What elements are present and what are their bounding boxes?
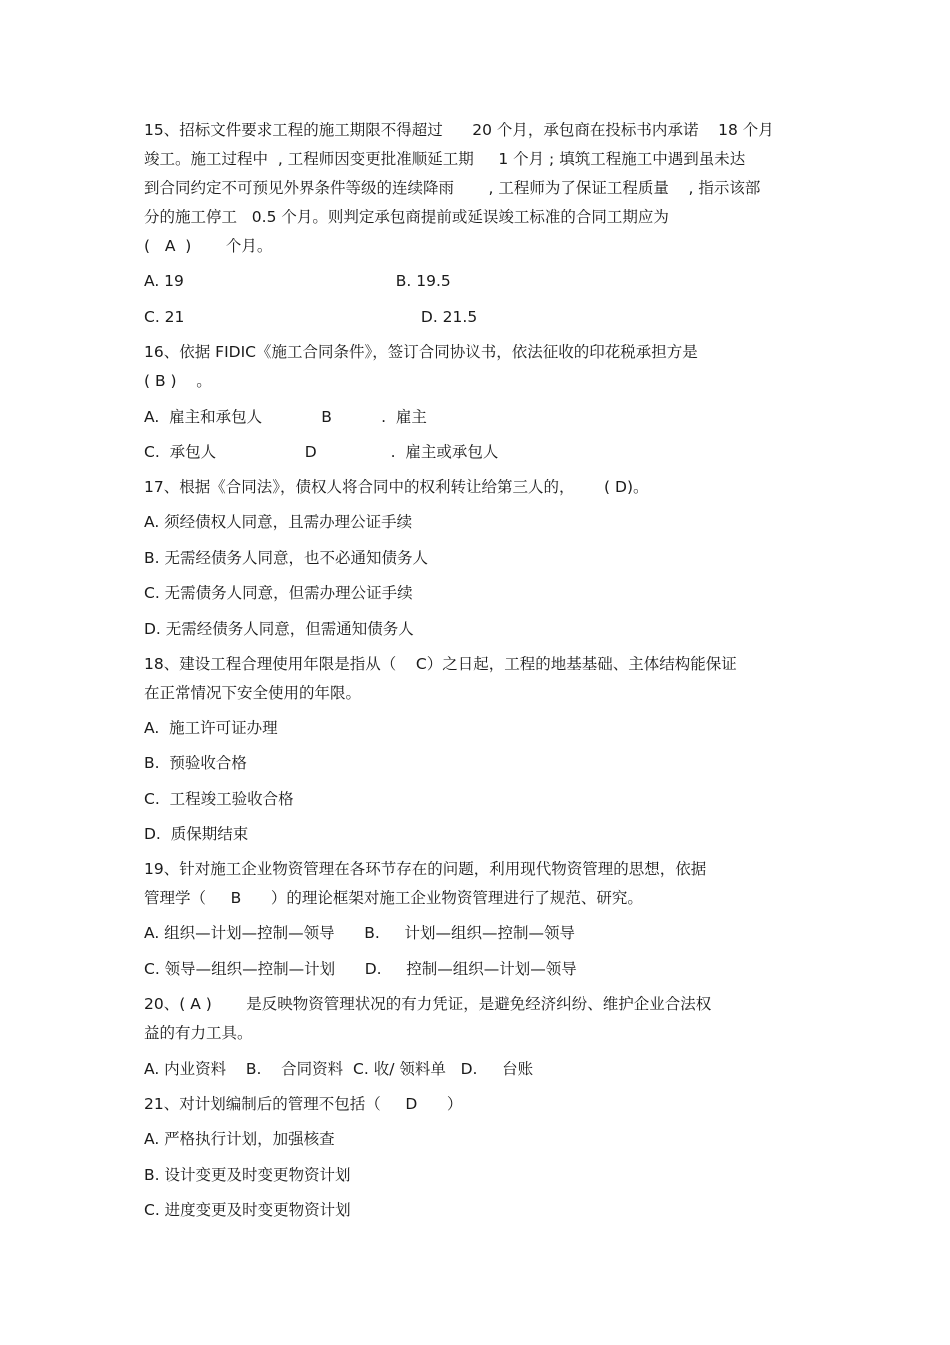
q20-line-1: 20、( A ) 是反映物资管理状况的有力凭证，是避免经济纠纷、维护企业合法权 bbox=[144, 995, 712, 1013]
q21-option-b: B. 设计变更及时变更物资计划 bbox=[144, 1166, 351, 1184]
q15-line-3: 到合同约定不可预见外界条件等级的连续降雨 , 工程师为了保证工程质量 , 指示该部 bbox=[144, 179, 761, 197]
q17-option-b: B. 无需经债务人同意，也不必通知债务人 bbox=[144, 549, 428, 567]
q15-line-2: 竣工。施工过程中 , 工程师因变更批准顺延工期 1 个月 ; 填筑工程施工中遇到虽未达 bbox=[144, 150, 746, 168]
q15-options-ab: A. 19 B. 19.5 bbox=[144, 272, 451, 290]
q19-line-1: 19、针对施工企业物资管理在各环节存在的问题，利用现代物资管理的思想，依据 bbox=[144, 860, 707, 878]
q15-line-4: 分的施工停工 0.5 个月。则判定承包商提前或延误竣工标准的合同工期应为 bbox=[144, 208, 669, 226]
q21-line-1: 21、对计划编制后的管理不包括（ D ） bbox=[144, 1095, 463, 1113]
q18-option-c: C. 工程竣工验收合格 bbox=[144, 790, 294, 808]
q20-options: A. 内业资料 B. 合同资料 C. 收/ 领料单 D. 台账 bbox=[144, 1060, 534, 1078]
q19-options-ab: A. 组织—计划—控制—领导 B. 计划—组织—控制—领导 bbox=[144, 924, 575, 942]
q18-line-2: 在正常情况下安全使用的年限。 bbox=[144, 684, 362, 702]
q16-line-2: ( B ) 。 bbox=[144, 372, 212, 390]
q21-option-a: A. 严格执行计划，加强核查 bbox=[144, 1130, 335, 1148]
q18-option-d: D. 质保期结束 bbox=[144, 825, 249, 843]
q19-line-2: 管理学（ B ）的理论框架对施工企业物资管理进行了规范、研究。 bbox=[144, 889, 643, 907]
q17-option-d: D. 无需经债务人同意，但需通知债务人 bbox=[144, 620, 414, 638]
q17-option-a: A. 须经债权人同意，且需办理公证手续 bbox=[144, 513, 413, 531]
q17-option-c: C. 无需债务人同意，但需办理公证手续 bbox=[144, 584, 413, 602]
q19-options-cd: C. 领导—组织—控制—计划 D. 控制—组织—计划—领导 bbox=[144, 960, 577, 978]
q18-option-a: A. 施工许可证办理 bbox=[144, 719, 278, 737]
q15-line-5: ( A ) 个月。 bbox=[144, 237, 273, 255]
q16-options-cd: C. 承包人 D . 雇主或承包人 bbox=[144, 443, 499, 461]
q20-line-2: 益的有力工具。 bbox=[144, 1024, 253, 1042]
q15-options-cd: C. 21 D. 21.5 bbox=[144, 308, 478, 326]
q17-line-1: 17、根据《合同法》，债权人将合同中的权利转让给第三人的， ( D)。 bbox=[144, 478, 649, 496]
q18-line-1: 18、建设工程合理使用年限是指从（ C）之日起，工程的地基基础、主体结构能保证 bbox=[144, 655, 737, 673]
q21-option-c: C. 进度变更及时变更物资计划 bbox=[144, 1201, 351, 1219]
q16-line-1: 16、依据 FIDIC《施工合同条件》，签订合同协议书，依法征收的印花税承担方是 bbox=[144, 343, 698, 361]
q18-option-b: B. 预验收合格 bbox=[144, 754, 247, 772]
q15-line-1: 15、招标文件要求工程的施工期限不得超过 20 个月，承包商在投标书内承诺 18 个月 bbox=[144, 121, 774, 139]
q16-options-ab: A. 雇主和承包人 B . 雇主 bbox=[144, 408, 427, 426]
